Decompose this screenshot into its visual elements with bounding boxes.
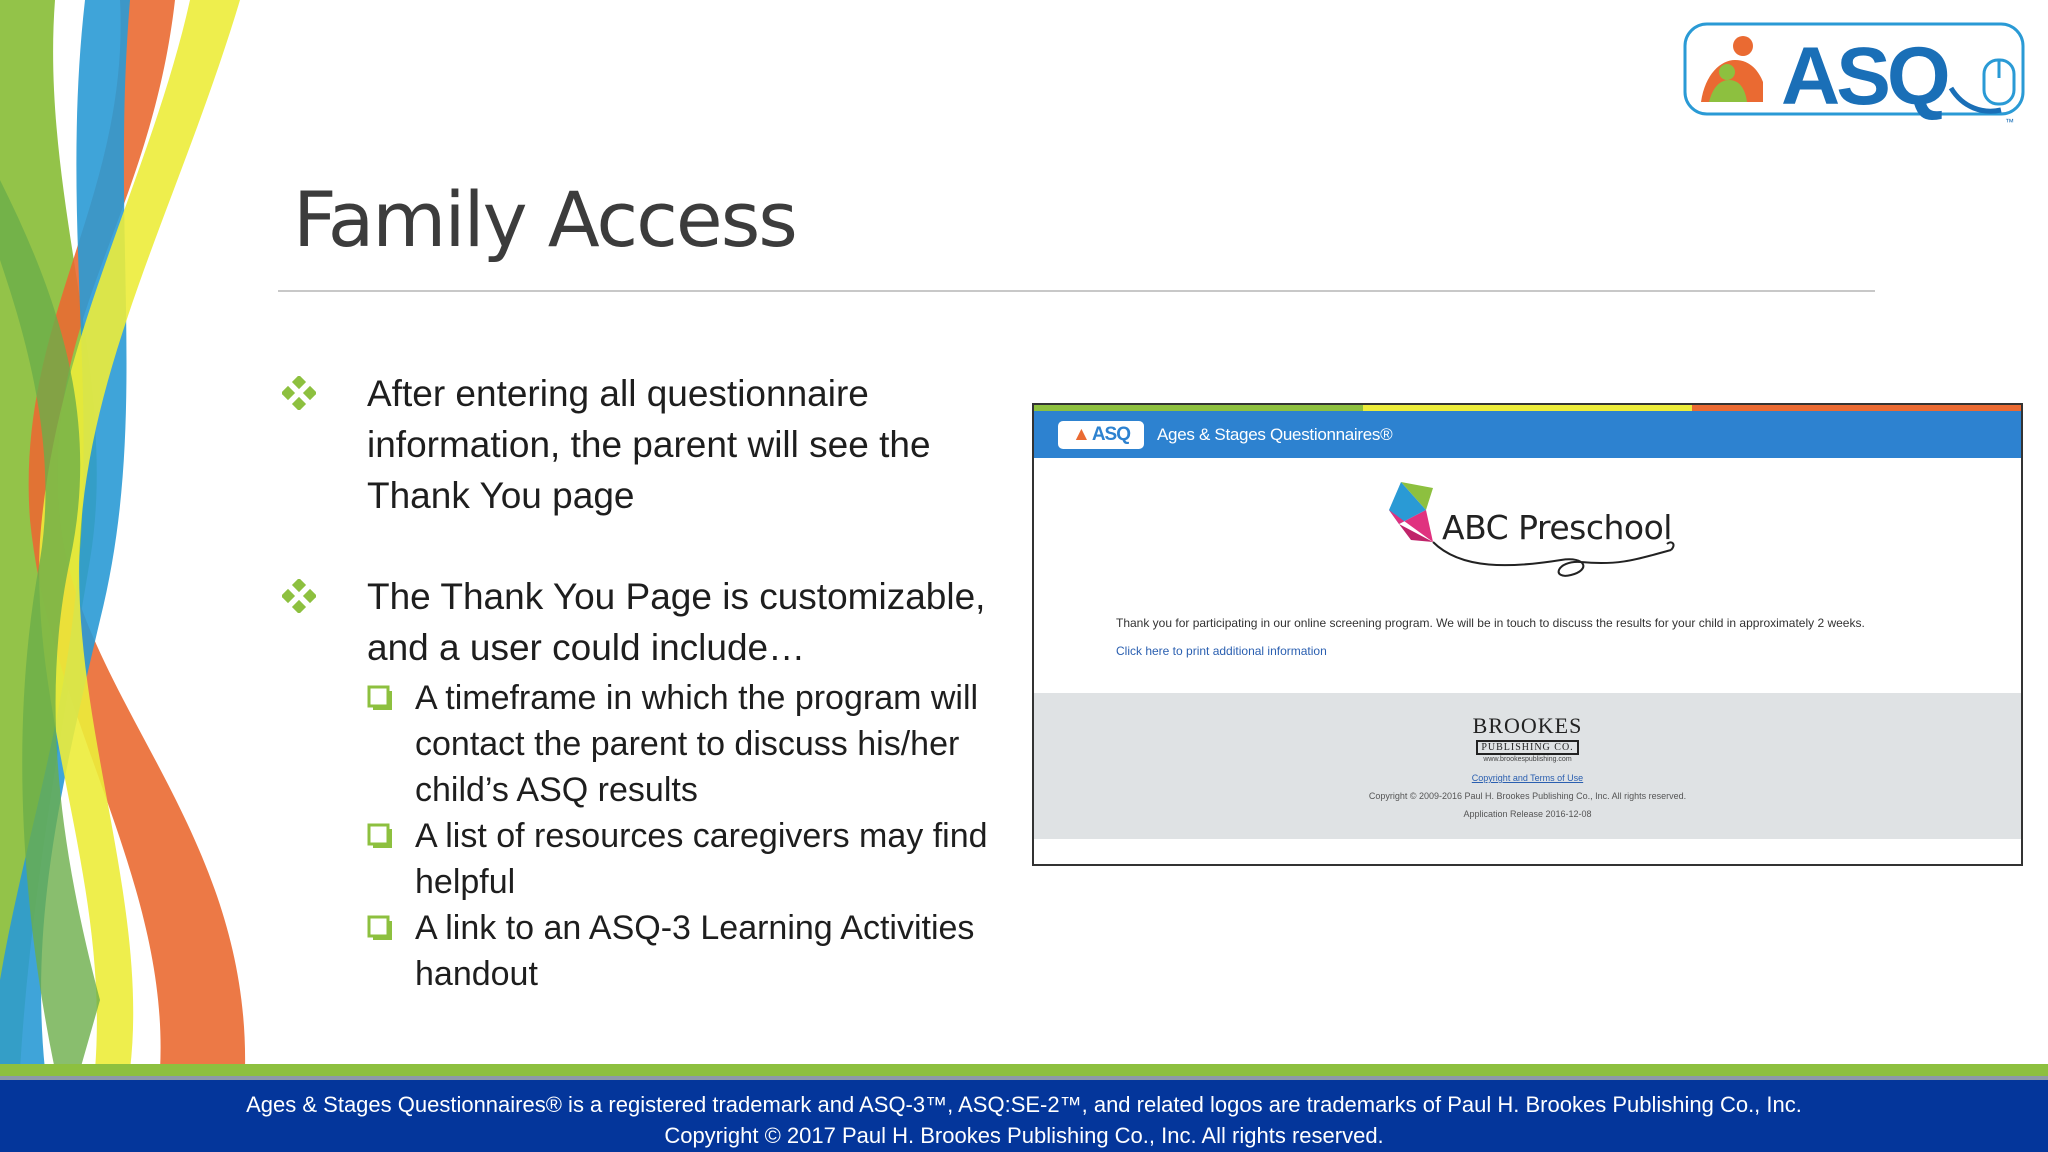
screenshot-body [1034,458,2021,693]
logo-text: ASQ [1781,31,1947,122]
brookes-url: www.brookespublishing.com [1483,756,1572,763]
sub-bullet-text: A list of resources caregivers may find helpful [415,817,988,901]
thank-you-message: Thank you for participating in our online screening program. We will be in touch to discuss the results for your child in approximately 2 weeks. [1116,616,1865,630]
diamond-bullet-icon [282,376,316,410]
screenshot-app-name: Ages & Stages Questionnaires® [1157,424,1393,444]
screenshot-header [1034,411,2021,458]
footer-trademark: Ages & Stages Questionnaires® is a registered trademark and ASQ-3™, ASQ:SE-2™, and related logos are trademarks of Paul H. Brookes Publishing Co., Inc. [246,1092,1802,1117]
diamond-bullet-icon [282,579,316,613]
decorative-ribbons [0,0,260,1070]
bullet-text: The Thank You Page is customizable, and a user could include… [367,576,986,668]
sub-bullet-list [367,675,1022,997]
sub-bullet-item [367,905,1022,997]
sub-bullet-text: A link to an ASQ-3 Learning Activities handout [415,909,975,993]
bullet-item [282,368,1022,521]
title-divider [278,290,1875,292]
bullet-list [282,368,1022,997]
checkbox-bullet-icon [367,915,393,941]
print-info-link[interactable]: Click here to print additional information [1116,644,1327,658]
logo-tm: ™ [2005,117,2014,127]
mini-people-icon: ▲ [1072,423,1090,445]
footer [0,1080,2048,1152]
screenshot-asq-logo: ▲ ASQ [1058,421,1144,449]
sub-bullet-item [367,675,1022,813]
page-title: Family Access [293,175,796,264]
brookes-subtitle: PUBLISHING CO. [1476,740,1578,755]
footer-green-band [0,1064,2048,1076]
application-release: Application Release 2016-12-08 [1463,809,1592,819]
footer-copyright: Copyright © 2017 Paul H. Brookes Publishing Co., Inc. All rights reserved. [664,1123,1384,1148]
terms-link[interactable]: Copyright and Terms of Use [1471,773,1584,783]
brookes-logo: BROOKES [1472,713,1583,738]
screenshot-footer [1034,693,2021,839]
checkbox-bullet-icon [367,685,393,711]
color-stripe [1034,405,2021,411]
asq-logo [1683,22,2028,132]
bullet-item [282,571,1022,997]
bullet-text: After entering all questionnaire information, the parent will see the Thank You page [367,373,931,516]
checkbox-bullet-icon [367,823,393,849]
sub-bullet-item [367,813,1022,905]
sub-bullet-text: A timeframe in which the program will contact the parent to discuss his/her child’s ASQ results [415,679,979,809]
school-name: ABC Preschool [1442,508,1672,547]
screenshot-copyright: Copyright © 2009-2016 Paul H. Brookes Publishing Co., Inc. All rights reserved. [1368,791,1687,801]
thank-you-page-screenshot [1032,403,2023,866]
